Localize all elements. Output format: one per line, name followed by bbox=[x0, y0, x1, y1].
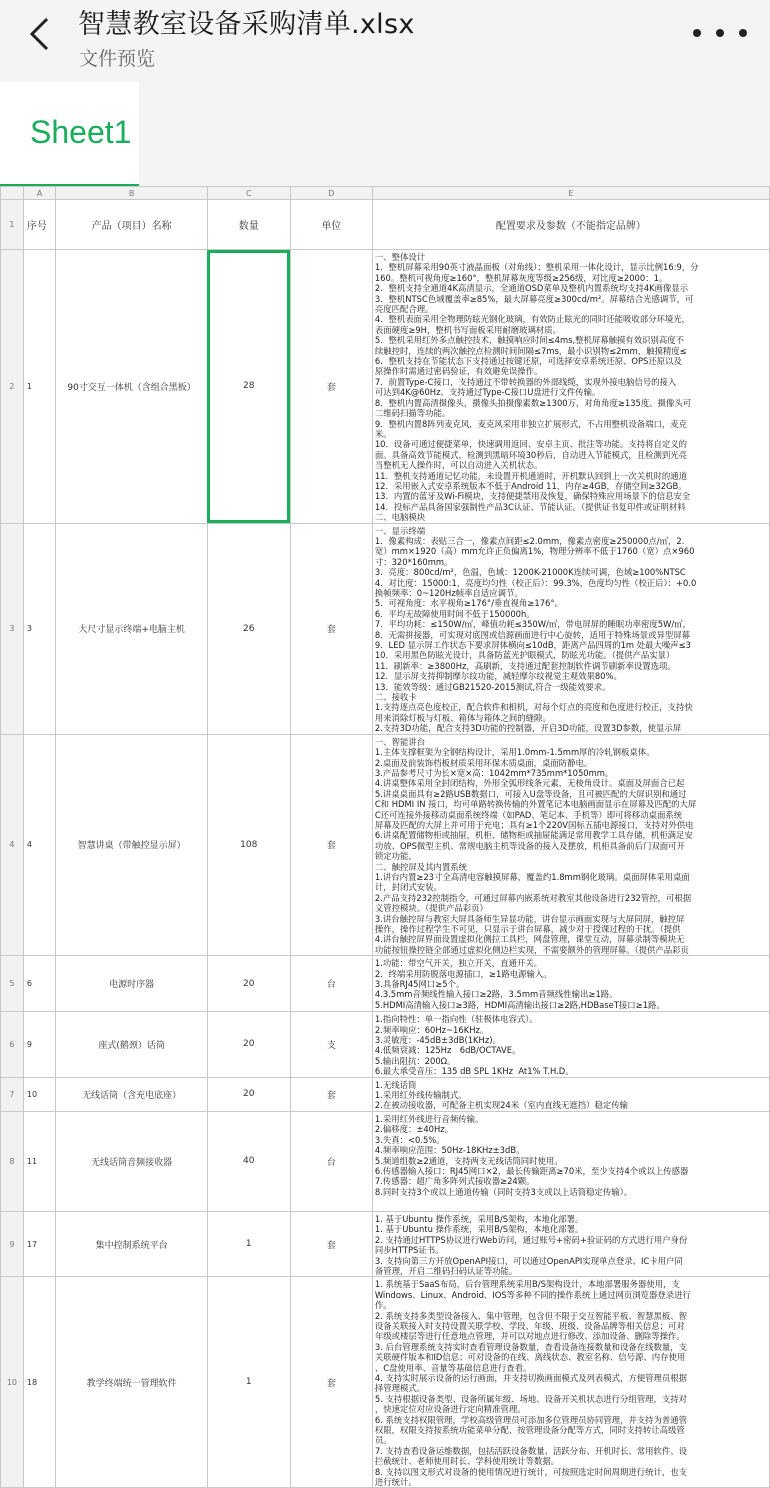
header-unit-cell[interactable]: 单位 bbox=[290, 200, 372, 250]
qty-cell[interactable]: 20 bbox=[207, 956, 290, 1012]
unit-cell[interactable]: 套 bbox=[290, 1211, 372, 1276]
row-number[interactable]: 9 bbox=[1, 1211, 24, 1276]
seq-cell[interactable]: 17 bbox=[23, 1211, 56, 1276]
seq-cell[interactable]: 1 bbox=[23, 250, 56, 524]
qty-cell[interactable]: 40 bbox=[207, 1111, 290, 1211]
unit-cell[interactable]: 套 bbox=[290, 250, 372, 524]
unit-cell[interactable]: 套 bbox=[290, 734, 372, 956]
column-header-e[interactable]: E bbox=[372, 187, 769, 200]
spec-cell[interactable]: 1.功能：带空气开关，独立开关，直通开关。 2．终端采用防脱落电源插口，≥1路电源输入。 3.具备RJ45网口≥5个。 4.3.5mm音频线性输入接口≥2路，3.5mm音频线性输出≥1路。 5.HDMI高清输入接口≥3路，HDMI高清输出接口≥2路,HDBaseT接口≥1路。 bbox=[372, 956, 769, 1012]
spec-cell[interactable]: 1.无线话筒 1.采用红外线传输制式。 2.在被动接收器，可配备主机实现24米（室内直线无遮挡）稳定传输 bbox=[372, 1077, 769, 1111]
column-header-b[interactable]: B bbox=[56, 187, 207, 200]
tab-label: Sheet1 bbox=[30, 114, 132, 150]
table-row bbox=[1, 200, 770, 250]
product-cell[interactable]: 无线话筒（含充电底座） bbox=[56, 1077, 207, 1111]
table-row bbox=[1, 956, 770, 1012]
seq-cell[interactable]: 9 bbox=[23, 1012, 56, 1077]
row-number[interactable]: 8 bbox=[1, 1111, 24, 1211]
seq-cell[interactable]: 4 bbox=[23, 734, 56, 956]
table-row bbox=[1, 1211, 770, 1276]
chevron-left-icon bbox=[28, 17, 50, 51]
row-number[interactable]: 6 bbox=[1, 1012, 24, 1077]
unit-cell[interactable]: 套 bbox=[290, 523, 372, 734]
table-row bbox=[1, 1012, 770, 1077]
product-cell[interactable]: 90寸交互一体机（含组合黑板） bbox=[56, 250, 207, 524]
product-cell[interactable]: 集中控制系统平台 bbox=[56, 1211, 207, 1276]
more-dots-icon bbox=[693, 29, 701, 37]
product-cell[interactable]: 无线话筒音频接收器 bbox=[56, 1111, 207, 1211]
row-number[interactable]: 7 bbox=[1, 1077, 24, 1111]
spreadsheet-grid[interactable] bbox=[0, 186, 770, 1488]
sheet-tab-bar bbox=[0, 82, 770, 186]
product-cell[interactable]: 智慧讲桌（带触控显示屏） bbox=[56, 734, 207, 956]
spec-cell[interactable]: 1. 系统基于SaaS布局，后台管理系统采用B/S架构设计，本地部署服务器使用，支 Windows、Linux、Android、IOS等多种不同的操作系统上通过网页浏览器登录进行 作。 2. 系统支持多类型设备接入、集中管理，包含但不限于交互智能平板、智慧黑板、智 设备关联接入时支持设置关联学校、学段、年级、班级、设备品牌等相关信息；可对 年级或楼层等进行任意地点管理，并可以对地点进行修改、添加设备、删除等操作。 3. 后台管理系统支持实时查看管理设备数量，查看设备连接数量和设备在线数量，支 关联硬件版本和ID信息；可对设备的在线、离线状态、教室名称、信号源、内存使用 、C盘使用率、音量等基础信息进行查看。 4. 支持实时展示设备的运行画面，并支持切换画面模式及列表模式，方便管理员根据 择管理模式。 5. 支持根据设备类型、设备所属年级、场地、设备开关机状态进行分组管理，支持对 ，快速定位对应设备进行定向精准管理。 6. 系统支持权限管理，学校高级管理员可添加多位管理员协同管理，并支持为普通管 权限，权限支持按系统功能菜单分配、按管理设备分配等方式，同时支持转让高级管 员。 7. 支持查看设备运维数据，包括活跃设备数量、活跃分布、开机时长、常用软件、设 拦截统计、老师使用时长、学科使用统计等数据。 8. 支持以图文形式对设备的使用情况进行统计，可按照选定时间周期进行统计，也支 进行统计。 bbox=[372, 1277, 769, 1488]
header-seq-cell[interactable]: 序号 bbox=[23, 200, 56, 250]
unit-cell[interactable]: 台 bbox=[290, 956, 372, 1012]
qty-cell[interactable]: 1 bbox=[207, 1277, 290, 1488]
seq-cell[interactable]: 11 bbox=[23, 1111, 56, 1211]
column-header-c[interactable]: C bbox=[207, 187, 290, 200]
row-number[interactable]: 1 bbox=[1, 200, 24, 250]
qty-cell[interactable]: 26 bbox=[207, 523, 290, 734]
column-header-d[interactable]: D bbox=[290, 187, 372, 200]
qty-cell[interactable]: 20 bbox=[207, 1077, 290, 1111]
top-bar bbox=[0, 0, 770, 82]
column-header-row bbox=[1, 187, 770, 200]
qty-cell-selected[interactable]: 28 bbox=[207, 250, 290, 524]
qty-cell[interactable]: 1 bbox=[207, 1211, 290, 1276]
qty-cell[interactable]: 108 bbox=[207, 734, 290, 956]
unit-cell[interactable]: 支 bbox=[290, 1012, 372, 1077]
product-cell[interactable]: 教学终端统一管理软件 bbox=[56, 1277, 207, 1488]
header-spec-cell[interactable]: 配置要求及参数（不能指定品牌） bbox=[372, 200, 769, 250]
corner-cell[interactable] bbox=[1, 187, 24, 200]
header-product-cell[interactable]: 产品（项目）名称 bbox=[56, 200, 207, 250]
table-row bbox=[1, 734, 770, 956]
tab-sheet1[interactable] bbox=[0, 82, 139, 186]
unit-cell[interactable]: 套 bbox=[290, 1077, 372, 1111]
column-header-a[interactable]: A bbox=[23, 187, 56, 200]
spec-cell[interactable]: 1.指向特性：单一指向性（驻极体电容式）。 2.频率响应：60Hz~16KHz。 3.灵敏度：-45dB±3dB(1KHz)。 4.低频衰减：125Hz 6dB/OCTAVE。 5.输出阻抗：200Ω。 6.最大承受音压：135 dB SPL 1KHz At1% T.H.D。 bbox=[372, 1012, 769, 1077]
more-options-button[interactable] bbox=[693, 18, 747, 48]
seq-cell[interactable]: 10 bbox=[23, 1077, 56, 1111]
spec-cell[interactable]: 一、显示终端 1．像素构成：表贴三合一，像素点间距≤2.0mm，像素点密度≥250000点/㎡，2. 宽）mm×1920（高）mm允许正负偏离1%，物理分辨率不低于1760（宽）点×960 寸：320*160mm。 3．亮度：800cd/m²，色温，色域：1200K-21000K连续可调，色域≥100%NTSC 4．对比度：15000:1，亮度均匀性（校正后）：99.3%，色度均匀性（校正后）：+0.0 换帧频率：0~120Hz帧率自适应调节。 5．可视角度：水平视角≥176°/垂直视角≥176°。 6．平均无故障使用时间不低于150000h。 7．平均功耗：≤150W/㎡，峰值功耗≤350W/㎡，带电屏屏的睡眠功率密度5W/㎡， 8．无需拼接器，可实现对底图或信源画面进行中心旋转，适用于特殊场景或异型屏幕 9．LED 显示屏工作状态下要求屏体横向≤10dB，距离产品四周的1m 处最大噪声≤3 10．采用黑色防眩光设计，具备防蓝光护眼模式，防眩光功能。（提供产品实景） 11．刷新率：≥3800Hz，高刷新，支持通过配套控制软件调节刷新率设置选项。 12．显示屏支持抑制摩尔纹功能，减轻摩尔纹视觉主观效果80%。 13．能效等级：通过GB21520-2015测试,符合一级能效要求。 二、接收卡 1.支持逐点亮色度校正，配合软件和相机，对每个灯点的亮度和色度进行校正，支持快 用来消除灯板与灯板、箱体与箱体之间的缝隙。 2.支持3D功能，配合支持3D功能的控制器，开启3D功能，设置3D参数，使显示屏 bbox=[372, 523, 769, 734]
table-row bbox=[1, 1277, 770, 1488]
product-cell[interactable]: 大尺寸显示终端+电脑主机 bbox=[56, 523, 207, 734]
product-cell[interactable]: 电源时序器 bbox=[56, 956, 207, 1012]
qty-cell[interactable]: 20 bbox=[207, 1012, 290, 1077]
spec-cell[interactable]: 一、智能讲台 1.主体支撑框架为全钢结构设计，采用1.0mm-1.5mm厚的冷轧钢板桌体。 2.桌面及前装饰档板材质采用环保木质桌面，桌面防静电。 3.产品参考尺寸为长×宽×高：1042mm*735mm*1050mm。 4.讲桌整体采用全封闭结构，外形全弧形线条元素，无棱角设计。桌面及屏面合已起 5.讲桌桌面具有≥2路USB数据口，可接入U盘等设备，且可被匹配的大屏识别和通过 C和 HDMI IN 接口，均可单路转换传输的外置笔记本电脑画面显示在屏幕及匹配的大屏 C还可连接外接移动桌面系统终端（如PAD、笔记本、手机等）即可将移动桌面系统 屏幕及匹配的大屏上并可用于充电；具有≥1个220V国标五插电源接口，支持对外供电 6.讲桌配置储物柜或抽屉，机柜、储物柜或抽屉能满足常用教学工具存储，机柜满足安 功放、OPS微型主机、常规电脑主机等设备的接入及摆放，机柜具备前后门双面可开 锁定功能。 二、触控屏及其内置系统 1.讲台内置≥23寸全高清电容触摸屏幕，覆盖约1.8mm钢化玻璃。桌面屏体采用桌面 计，封闭式安装。 2.产品支持232控制指令，可通过屏幕内嵌系统对教室其他设备进行232管控，可根据 义管控模块。（提供产品彩页） 3.讲台触控屏与教室大屏具备师生异显功能，讲台显示画面实现与大屏同屏，触控屏 操作，操作过程学生不可见，只显示于讲台屏幕，减少对于授课过程的干扰。（提供 4.讲台触控屏界面设置虚拟化侧拉工具栏，网盘管理，课堂互动，屏幕录制等模块无 功能按钮操控链全部通过虚拟化侧边栏实现，不需要额外的管理屏幕。（提供产品彩页 bbox=[372, 734, 769, 956]
seq-cell[interactable]: 6 bbox=[23, 956, 56, 1012]
table-row bbox=[1, 1077, 770, 1111]
row-number[interactable]: 3 bbox=[1, 523, 24, 734]
unit-cell[interactable]: 套 bbox=[290, 1277, 372, 1488]
file-title: 智慧教室设备采购清单.xlsx bbox=[78, 9, 415, 40]
row-number[interactable]: 10 bbox=[1, 1277, 24, 1488]
file-subtitle: 文件预览 bbox=[79, 48, 156, 70]
table-row bbox=[1, 1111, 770, 1211]
seq-cell[interactable]: 3 bbox=[23, 523, 56, 734]
spec-cell[interactable]: 一、整体设计 1．整机屏幕采用90英寸液晶面板（对角线）；整机采用一体化设计，显示比例16:9，分 160。整机可视角度≥160°，整机屏幕灰度等级≥256级，对比度≥2000：1。 2．整机支持全通道4K高清显示，全通道OSD菜单及整机内置系统均支持4K画像显示 3．整机NTSC色域覆盖率≥85%，最大屏幕亮度≥300cd/m²。屏幕结合光感调节，可 亮度匹配合理。 4．整机表面采用全物理防眩光钢化玻璃，有效防止眩光的同时还能吸收部分环境光， 表面硬度≥9H，整机书写面板采用耐磨玻璃材质。 5．整机采用红外多点触控技术，触摸响应时间≤4ms,整机屏幕触摸有效识别高度不 续触控时，连续的两次触控点检测时间间隔≤7ms，最小识别物≤2mm，触摸精度≤ 6．整机支持在节能状态下支持通过按键还原，可选择安卓系统还原、OPS还原以及 原操作时需通过密码验证，有效避免误操作。 7．前置Type-C接口，支持通过不带转换器的外部线缆，实现外接电脑信号的接入 可达到4K@60Hz。支持通过Type-C接口U盘进行文件传输。 8．整机内置高清摄像头，摄像头拍摄像素数≥1300万，对角角度≥135度。摄像头可 二维码扫描等功能。 9．整机内置8阵列麦克风，麦克风采用非独立扩展形式，不占用整机设备端口，麦克 米。 10．设备可通过便捷菜单，快速调用返回、安卓主页、批注等功能。支持将自定义的 面。具备高效节能模式，检测到黑暗环境30秒后，自动进入节能模式，且检测到光亮 当整机无人操作时，可以自动进入关机状态。 11．整机支持通道记忆功能，未设置开机通道时，开机默认回到上一次关机时的通道 12．采用嵌入式安卓系统版本不低于Android 11，内存≥4GB，存储空间≥32GB。 13．内置的蓝牙及Wi-Fi模块，支持便捷禁用及恢复，确保特殊应用场景下的信息安全 14．投标产品具备国家强制性产品3C认证、节能认证。（提供证书复印件或证明材料 二、电脑模块 bbox=[372, 250, 769, 524]
product-cell[interactable]: 座式(鹅颈）话筒 bbox=[56, 1012, 207, 1077]
row-number[interactable]: 5 bbox=[1, 956, 24, 1012]
header-qty-cell[interactable]: 数量 bbox=[207, 200, 290, 250]
unit-cell[interactable]: 台 bbox=[290, 1111, 372, 1211]
sheet-table bbox=[0, 186, 770, 1488]
row-number[interactable]: 2 bbox=[1, 250, 24, 524]
row-number[interactable]: 4 bbox=[1, 734, 24, 956]
spec-cell[interactable]: 1. 基于Ubuntu 操作系统，采用B/S架构，本地化部署。 1. 基于Ubuntu 操作系统，采用B/S架构，本地化部署。 2. 支持通过HTTPS协议进行Web访问，通过账号+密码+验证码的方式进行用户身份 同步HTTPS证书。 3. 支持向第三方开放OpenAPI接口，可以通过OpenAPI实现单点登录、IC卡用户同 备管理，开启二维码扫码认证等功能。 bbox=[372, 1211, 769, 1276]
spec-cell[interactable]: 1.采用红外线进行音频传输。 2.偏移度：±40Hz。 3.失真：<0.5%。 4.频率响应范围：50Hz-18KHz±3dB。 5.频道组数≥2通道，支持两支无线话筒同时使用。 6.传感器输入接口：RJ45网口×2，最长传输距离≥70米，至少支持4个或以上传感器 7.传感器：超广角多阵列式接收器≥24颗。 8.同时支持3个或以上通道传输（同时支持3支或以上话筒稳定传输）。 bbox=[372, 1111, 769, 1211]
table-row bbox=[1, 523, 770, 734]
seq-cell[interactable]: 18 bbox=[23, 1277, 56, 1488]
back-button[interactable] bbox=[24, 14, 54, 54]
table-row bbox=[1, 250, 770, 524]
